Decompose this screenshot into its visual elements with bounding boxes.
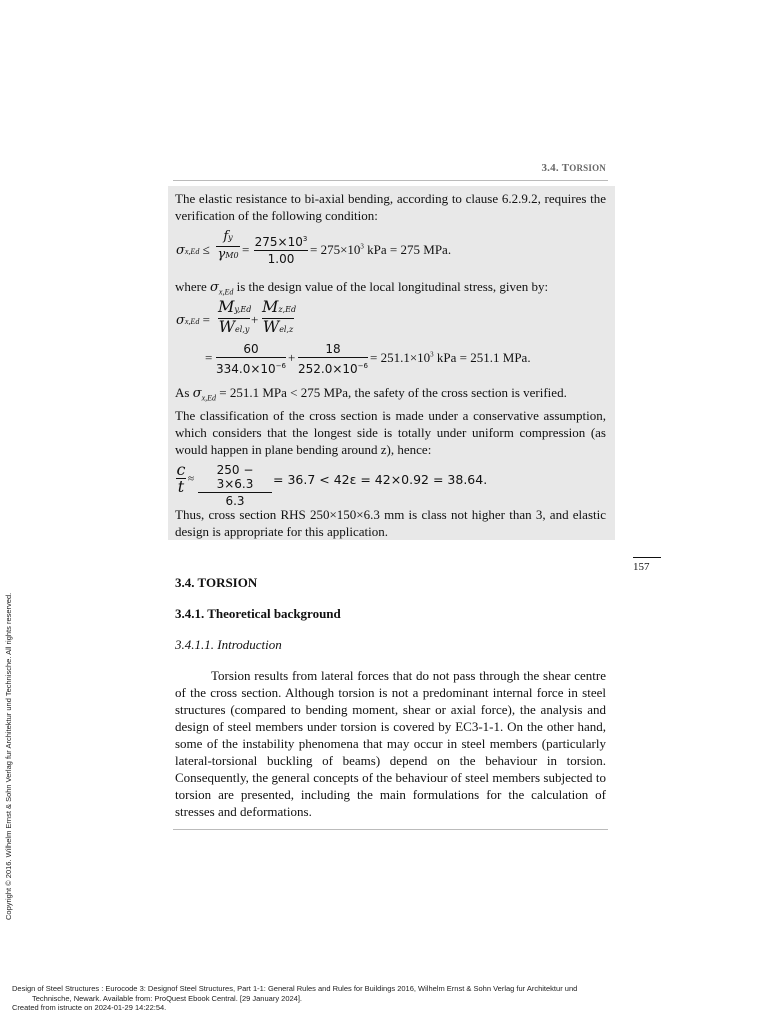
page-number: 157 bbox=[633, 561, 650, 573]
section-heading: 3.4. TORSION bbox=[175, 575, 258, 590]
subsection-heading: 3.4.1. Theoretical background bbox=[175, 606, 341, 621]
footer-line-2: Technische, Newark. Available from: ProQuest Ebook Central. [29 January 2024]. bbox=[32, 993, 303, 1003]
page-number-rule bbox=[633, 557, 661, 558]
box-paragraph-4: The classification of the cross section is made under a conservative assumption, which considers that the longest side is totally under uniform compression (as would happen in plane bending around z), hence: bbox=[175, 408, 606, 457]
running-header bbox=[173, 162, 606, 174]
box-paragraph-1: The elastic resistance to bi-axial bending, according to clause 6.2.9.2, requires the verification of the following condition: bbox=[175, 191, 606, 223]
header-rule bbox=[173, 180, 608, 181]
citation-footer bbox=[12, 984, 662, 1013]
running-header-number: 3.4. bbox=[541, 162, 559, 174]
copyright-notice: Copyright © 2016. Wilhelm Ernst & Sohn Verlag fur Architektur und Technische. All rights reserved. bbox=[4, 592, 13, 920]
footer-line-1: Design of Steel Structures : Eurocode 3: Designof Steel Structures, Part 1-1: General Rules and Rules for Buildings 2016, Wilhelm Ernst & Sohn Verlag fur Architektur und bbox=[12, 984, 578, 993]
running-header-title: TORSION bbox=[561, 162, 606, 174]
box-paragraph-2: where $\sigma_{x,Ed}$ is the design value of the local longitudinal stress, given by: bbox=[175, 279, 549, 297]
subsubsection-heading: 3.4.1.1. Introduction bbox=[175, 637, 282, 652]
box-paragraph-5: Thus, cross section RHS 250×150×6.3 mm is class not higher than 3, and elastic design is appropriate for this application. bbox=[175, 507, 606, 539]
footer-line-3: Created from istructe on 2024-01-29 14:22:54. bbox=[12, 1003, 167, 1012]
body-paragraph: Torsion results from lateral forces that do not pass through the shear centre of the cross section. Although torsion is not a predominant internal force in steel structures (compared to bending moment, shear or axial force), the analysis and design of steel members under torsion is covered by EC3-1-1. On the other hand, some of the instability phenomena that may occur in steel members (particularly lateral-torsional buckling of beams) depend on the behaviour in torsion. Consequently, the general concepts of the behaviour of steel members subjected to torsion are presented, including the main formulations for the calculation of stresses and deformations. bbox=[175, 668, 606, 819]
box-paragraph-3: As $\sigma_{x,Ed} = 251.1$ MPa < 275 MPa, the safety of the cross section is verified. bbox=[175, 385, 567, 403]
footer-rule bbox=[173, 829, 608, 830]
